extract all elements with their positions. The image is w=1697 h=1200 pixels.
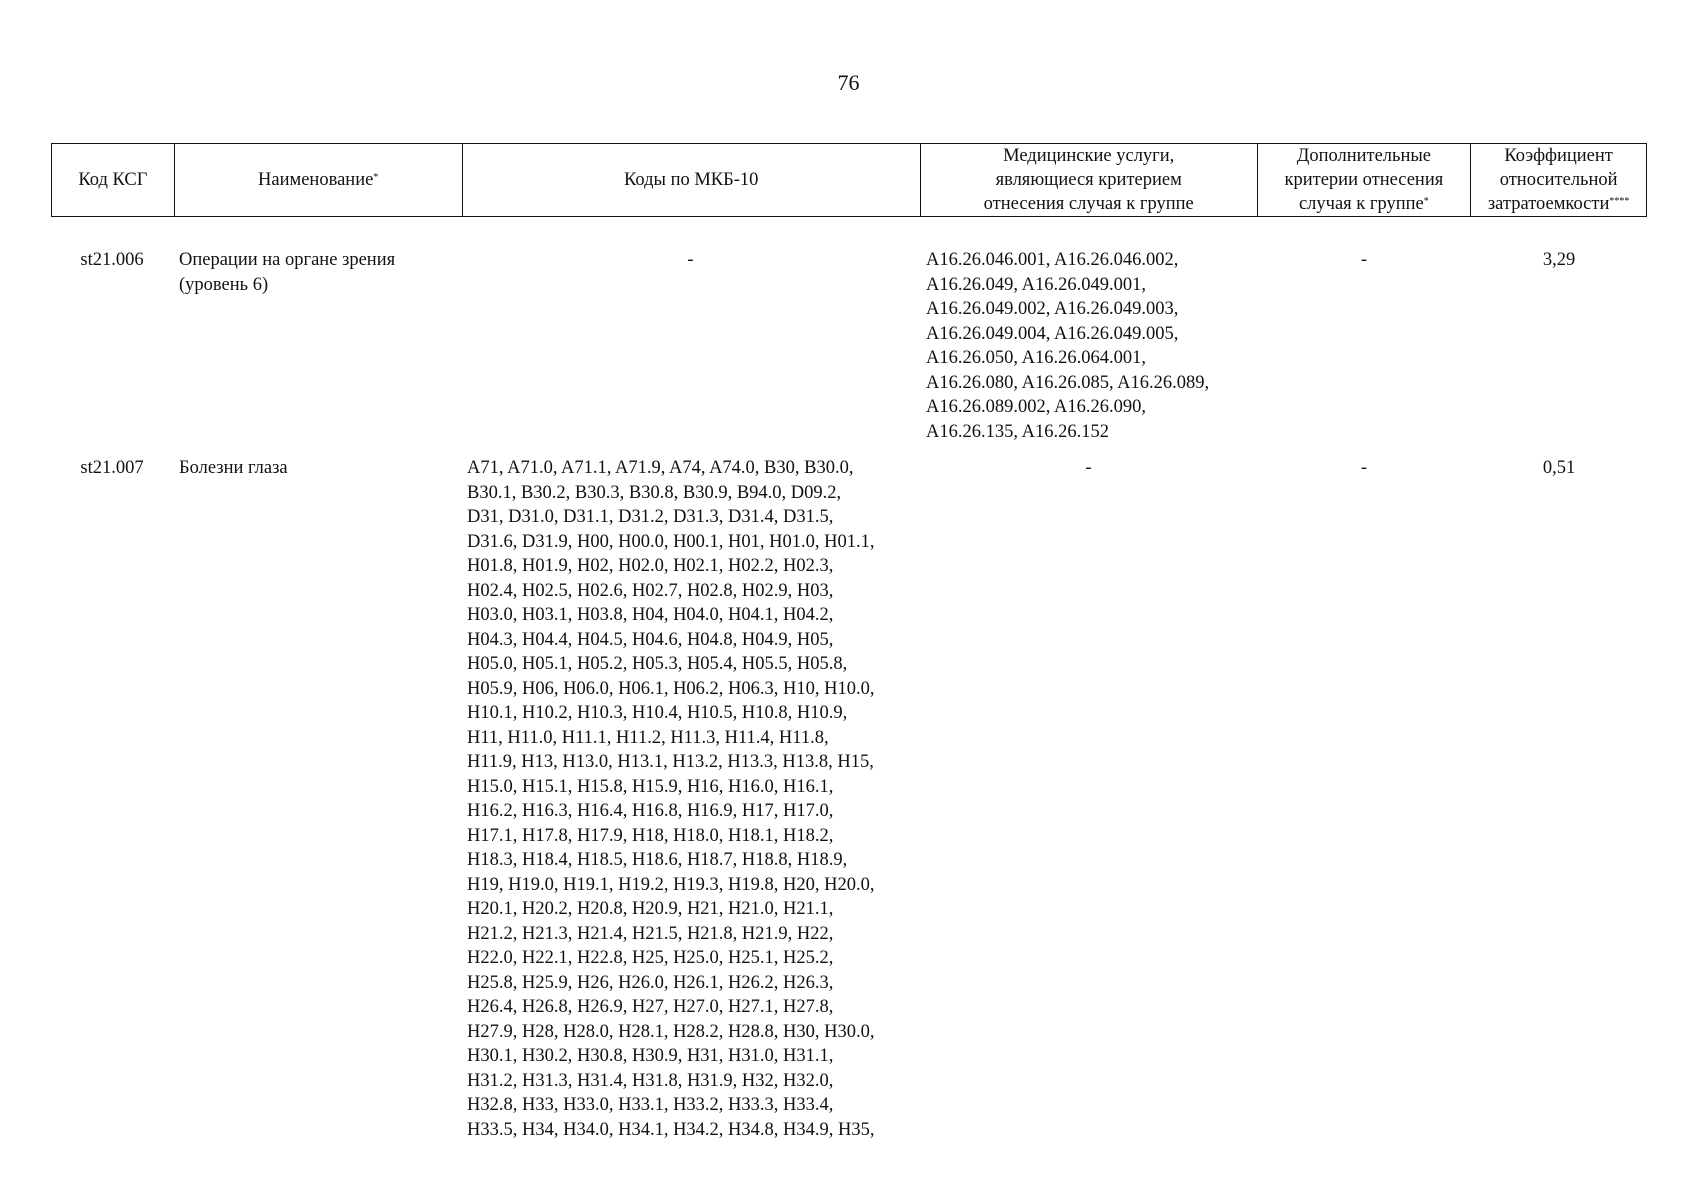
header-coefficient-label: Коэффициент относительной затратоемкости**** (1487, 146, 1630, 214)
header-code (52, 144, 174, 216)
cell-criteria: - (1360, 250, 1368, 270)
header-code-label: Код КСГ (78, 170, 148, 190)
header-services-label: Медицинские услуги, являющиеся критерием отнесения случая к группе (983, 146, 1194, 214)
header-name (174, 144, 462, 216)
cell-services: - (1085, 458, 1092, 478)
header-criteria-footnote-mark: * (1423, 196, 1429, 207)
header-coefficient (1470, 144, 1646, 216)
page-number: 76 (837, 70, 860, 95)
header-name-label: Наименование* (258, 170, 379, 190)
header-criteria (1257, 144, 1471, 216)
cell-coefficient: 3,29 (1542, 250, 1576, 270)
cell-coefficient: 0,51 (1542, 458, 1576, 478)
cell-code: st21.007 (80, 458, 144, 478)
table-header (51, 143, 1647, 217)
cell-name: Операции на органе зрения (уровень 6) (179, 250, 396, 295)
header-services (920, 144, 1257, 216)
cell-icd: A71, A71.0, A71.1, A71.9, A74, A74.0, B30, B30.0, B30.1, B30.2, B30.3, B30.8, B30.9, B94.0, D09.2, D31, D31.0, D31.1, D31.2, D31.3, D31.4, D31.5, D31.6, D31.9, H00, H00.0, H00.1, H01, H01.0, H01.1, H01.8, H01.9, H02, H02.0, H02.1, H02.2, H02.3, H02.4, H02.5, H02.6, H02.7, H02.8, H02.9, H03, H03.0, H03.1, H03.8, H04, H04.0, H04.1, H04.2, H04.3, H04.4, H04.5, H04.6, H04.8, H04.9, H05, H05.0, H05.1, H05.2, H05.3, H05.4, H05.5, H05.8, H05.9, H06, H06.0, H06.1, H06.2, H06.3, H10, H10.0, H10.1, H10.2, H10.3, H10.4, H10.5, H10.8, H10.9, H11, H11.0, H11.1, H11.2, H11.3, H11.4, H11.8, H11.9, H13, H13.0, H13.1, H13.2, H13.3, H13.8, H15, H15.0, H15.1, H15.8, H15.9, H16, H16.0, H16.1, H16.2, H16.3, H16.4, H16.8, H16.9, H17, H17.0, H17.1, H17.8, H17.9, H18, H18.0, H18.1, H18.2, H18.3, H18.4, H18.5, H18.6, H18.7, H18.8, H18.9, H19, H19.0, H19.1, H19.2, H19.3, H19.8, H20, H20.0, H20.1, H20.2, H20.8, H20.9, H21, H21.0, H21.1, H21.2, H21.3, H21.4, H21.5, H21.8, H21.9, H22, H22.0, H22.1, H22.8, H25, H25.0, H25.1, H25.2, H25.8, H25.9, H26, H26.0, H26.1, H26.2, H26.3, H26.4, H26.8, H26.9, H27, H27.0, H27.1, H27.8, H27.9, H28, H28.0, H28.1, H28.2, H28.8, H30, H30.0, H30.1, H30.2, H30.8, H30.9, H31, H31.0, H31.1, H31.2, H31.3, H31.4, H31.8, H31.9, H32, H32.0, H32.8, H33, H33.0, H33.1, H33.2, H33.3, H33.4, H33.5, H34, H34.0, H34.1, H34.2, H34.8, H34.9, H35, (467, 458, 875, 1140)
cell-criteria: - (1360, 458, 1368, 478)
table-body (51, 248, 1647, 1142)
cell-services: A16.26.046.001, A16.26.046.002, A16.26.049, A16.26.049.001, A16.26.049.002, A16.26.049.003, A16.26.049.004, A16.26.049.005, A16.26.050, A16.26.064.001, A16.26.080, A16.26.085, A16.26.089, A16.26.089.002, A16.26.090, A16.26.135, A16.26.152 (926, 250, 1210, 442)
header-icd-label: Коды по МКБ-10 (623, 170, 759, 190)
header-name-footnote-mark: * (373, 172, 379, 183)
header-criteria-label: Дополнительные критерии отнесения случая к группе* (1284, 146, 1444, 214)
cell-code: st21.006 (80, 250, 144, 270)
table-row (51, 456, 1647, 1142)
cell-icd: - (687, 250, 694, 270)
header-icd (462, 144, 920, 216)
header-coefficient-footnote-mark: **** (1609, 196, 1630, 207)
table-row (51, 248, 1647, 444)
cell-name: Болезни глаза (179, 458, 288, 478)
